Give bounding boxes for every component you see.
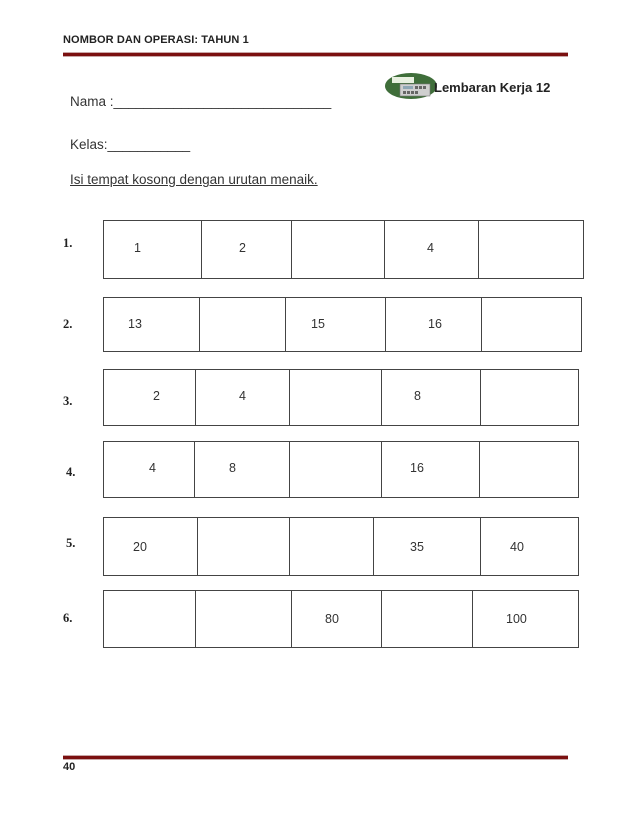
sequence-cell	[201, 221, 291, 278]
sequence-cell	[104, 518, 197, 575]
sequence-cell-blank[interactable]	[289, 370, 381, 425]
sequence-cell-blank[interactable]	[480, 370, 578, 425]
number-sequence-row	[103, 369, 579, 426]
sequence-cell	[104, 298, 199, 351]
sequence-cell	[104, 370, 195, 425]
sequence-cell-blank[interactable]	[291, 221, 384, 278]
cell-value: 2	[153, 389, 160, 403]
number-sequence-row	[103, 441, 579, 498]
cell-value: 16	[428, 317, 442, 331]
sequence-cell-blank[interactable]	[381, 591, 472, 647]
row-label: 2.	[63, 317, 73, 331]
sequence-cell-blank[interactable]	[104, 591, 195, 647]
cell-value: 40	[510, 540, 524, 554]
row-label: 3.	[63, 394, 73, 408]
page-number: 40	[63, 761, 76, 773]
sequence-cell-blank[interactable]	[289, 442, 381, 497]
row-label: 5.	[66, 536, 76, 550]
sequence-cell-blank[interactable]	[481, 298, 581, 351]
cell-value: 20	[133, 540, 147, 554]
cell-value: 80	[325, 612, 339, 626]
sequence-cell	[381, 442, 479, 497]
row-label: 4.	[66, 465, 76, 479]
cell-value: 16	[410, 461, 424, 475]
sequence-cell	[104, 442, 194, 497]
sequence-cell	[384, 221, 478, 278]
header-rule	[63, 52, 568, 57]
sequence-cell	[194, 442, 289, 497]
sequence-cell-blank[interactable]	[197, 518, 289, 575]
sequence-cell-blank[interactable]	[479, 442, 578, 497]
number-sequence-row	[103, 590, 579, 648]
cell-value: 100	[506, 612, 527, 626]
sequence-cell	[195, 370, 289, 425]
cell-value: 4	[239, 389, 246, 403]
sequence-cell-blank[interactable]	[289, 518, 373, 575]
cell-value: 8	[414, 389, 421, 403]
sequence-cell	[385, 298, 481, 351]
calculator-logo-icon	[384, 72, 438, 100]
number-sequence-row	[103, 297, 582, 352]
cell-value: 1	[134, 241, 141, 255]
cell-value: 8	[229, 461, 236, 475]
cell-value: 4	[149, 461, 156, 475]
sequence-cell	[291, 591, 381, 647]
name-field[interactable]: Nama :_____________________________	[70, 94, 332, 109]
row-label: 1.	[63, 236, 73, 250]
footer-rule	[63, 755, 568, 760]
cell-value: 13	[128, 317, 142, 331]
sequence-cell	[104, 221, 201, 278]
row-label: 6.	[63, 611, 73, 625]
instruction-text: Isi tempat kosong dengan urutan menaik.	[70, 172, 318, 187]
sequence-cell-blank[interactable]	[199, 298, 285, 351]
sequence-cell-blank[interactable]	[478, 221, 583, 278]
sequence-cell	[285, 298, 385, 351]
sequence-cell	[381, 370, 480, 425]
sequence-cell	[373, 518, 480, 575]
cell-value: 15	[311, 317, 325, 331]
worksheet-label: Lembaran Kerja 12	[434, 80, 551, 95]
sequence-cell-blank[interactable]	[195, 591, 291, 647]
sequence-cell	[472, 591, 578, 647]
cell-value: 4	[427, 241, 434, 255]
sequence-cell	[480, 518, 578, 575]
number-sequence-row	[103, 517, 579, 576]
class-field[interactable]: Kelas:___________	[70, 137, 191, 152]
cell-value: 2	[239, 241, 246, 255]
cell-value: 35	[410, 540, 424, 554]
header-title: NOMBOR DAN OPERASI: TAHUN 1	[63, 34, 249, 46]
number-sequence-row	[103, 220, 584, 279]
